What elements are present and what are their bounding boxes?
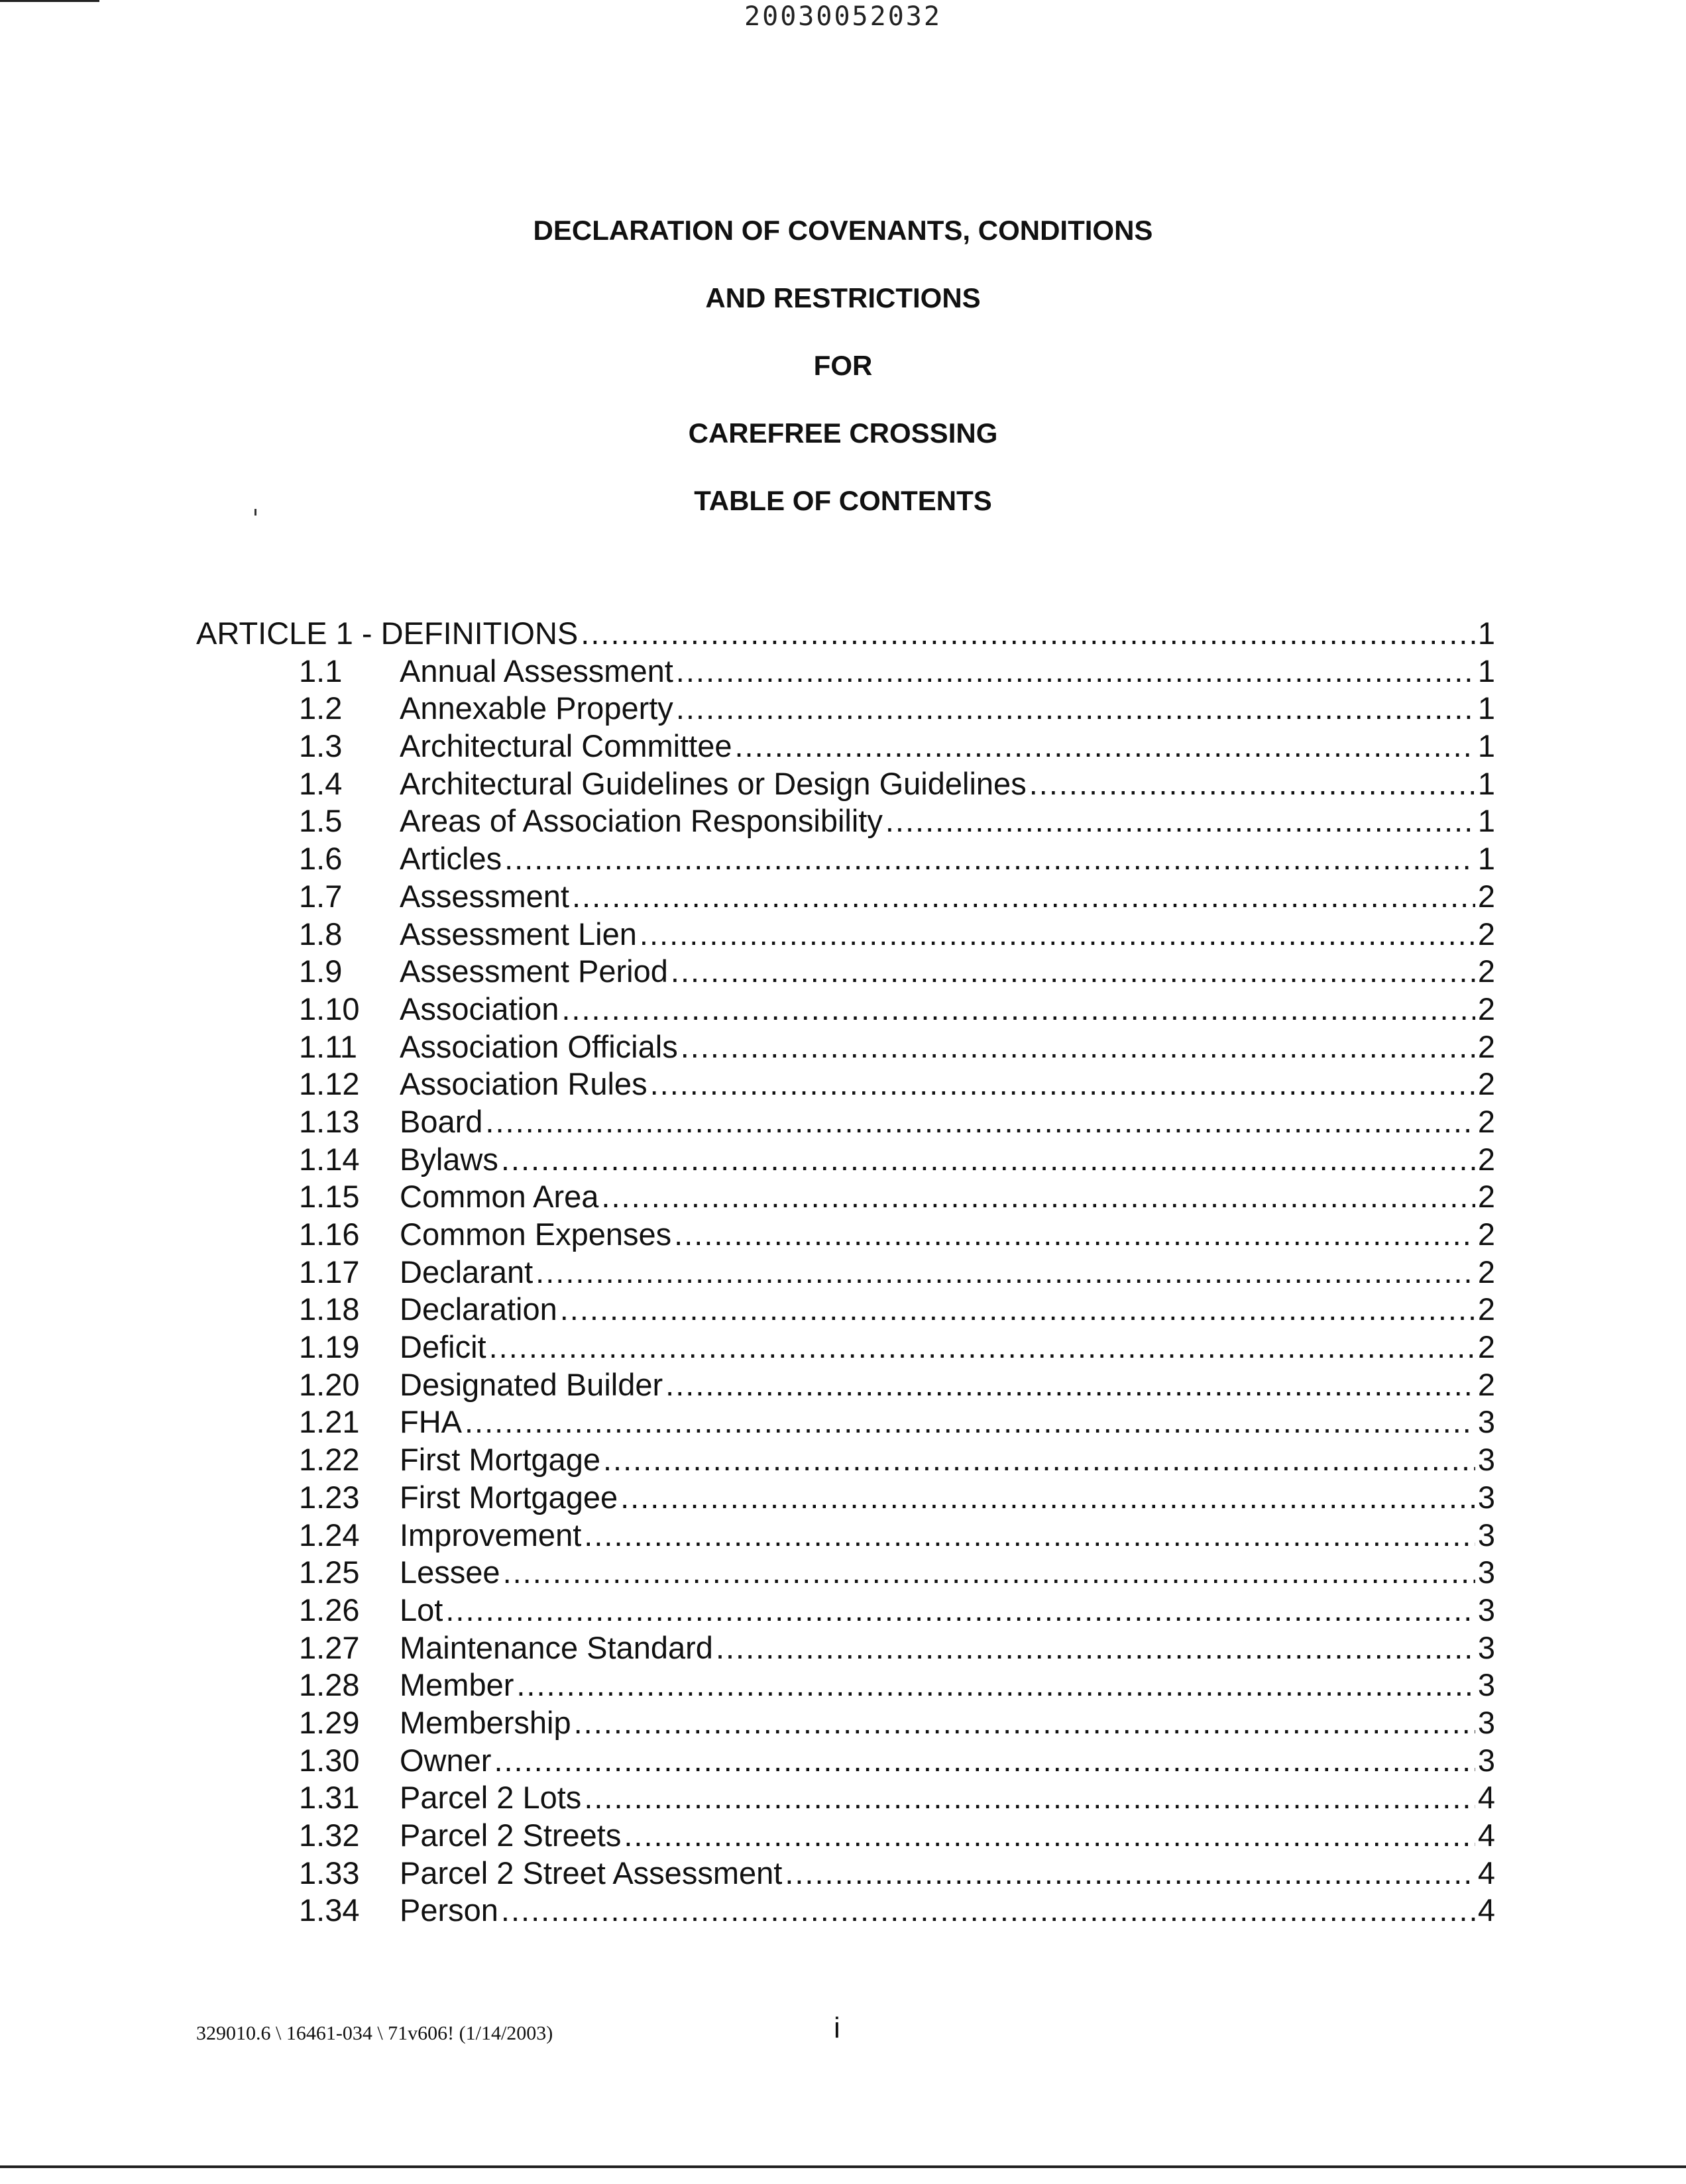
toc-page-number: 3: [1477, 1592, 1495, 1627]
toc-entry-row: [196, 1028, 1495, 1066]
toc-leader-dots: [671, 953, 1475, 991]
document-title: [0, 209, 1686, 547]
toc-entry-title: FHA: [400, 1404, 462, 1440]
toc-entry-row: [196, 1065, 1495, 1103]
toc-entry-title: Assessment: [400, 878, 569, 914]
toc-entry-row: [196, 653, 1495, 690]
toc-entry-title: Common Area: [400, 1179, 599, 1215]
toc-leader-dots: [885, 802, 1475, 840]
toc-entry-title: Membership: [400, 1704, 571, 1740]
toc-entry-title: Assessment Lien: [400, 916, 637, 952]
scan-bottom-edge: [0, 2165, 1686, 2168]
toc-entry-number: 1.5: [299, 803, 343, 839]
toc-page-number: 4: [1477, 1855, 1495, 1890]
toc-page-number: 1: [1477, 803, 1495, 839]
toc-entry-title: Association Officials: [400, 1028, 678, 1064]
toc-entry-title: Person: [400, 1892, 498, 1928]
toc-article-row: [196, 615, 1495, 653]
toc-page-number: 3: [1477, 1742, 1495, 1778]
toc-entry-row: [196, 1517, 1495, 1555]
toc-entry-row: [196, 840, 1495, 878]
toc-page-number: 3: [1477, 1629, 1495, 1665]
toc-leader-dots: [581, 615, 1475, 653]
toc-entry-number: 1.11: [299, 1028, 357, 1064]
toc-page-number: 3: [1477, 1442, 1495, 1478]
toc-leader-dots: [494, 1742, 1475, 1780]
toc-entry-title: Declaration: [400, 1291, 557, 1327]
toc-entry-row: [196, 1366, 1495, 1404]
toc-leader-dots: [572, 878, 1475, 916]
toc-leader-dots: [785, 1855, 1475, 1892]
toc-leader-dots: [501, 1141, 1475, 1179]
toc-entry-number: 1.29: [299, 1704, 360, 1740]
toc-leader-dots: [584, 1779, 1475, 1817]
toc-entry-number: 1.24: [299, 1517, 360, 1553]
toc-page-number: 2: [1477, 1329, 1495, 1365]
toc-entry-number: 1.2: [299, 690, 343, 726]
toc-page-number: 2: [1477, 1066, 1495, 1102]
toc-entry-title: Areas of Association Responsibility: [400, 803, 883, 839]
toc-entry-number: 1.6: [299, 841, 343, 877]
toc-page-number: 3: [1477, 1517, 1495, 1553]
toc-leader-dots: [504, 840, 1475, 878]
toc-entry-number: 1.32: [299, 1818, 360, 1853]
toc-entry-row: [196, 916, 1495, 954]
toc-entry-number: 1.33: [299, 1855, 360, 1890]
toc-heading: TABLE OF CONTENTS: [694, 485, 992, 516]
toc-page-number: 1: [1477, 690, 1495, 726]
toc-entry-number: 1.26: [299, 1592, 360, 1627]
toc-page-number: 2: [1477, 1217, 1495, 1252]
toc-entry-row: [196, 802, 1495, 840]
title-line-3: FOR: [813, 350, 873, 381]
toc-entry-number: 1.3: [299, 728, 343, 764]
toc-entry-row: [196, 1892, 1495, 1930]
toc-page-number: 2: [1477, 1254, 1495, 1289]
toc-entry-title: Designated Builder: [400, 1366, 663, 1402]
toc-entry-title: Assessment Period: [400, 954, 668, 989]
toc-entry-row: [196, 1742, 1495, 1780]
toc-entry-row: [196, 1554, 1495, 1592]
toc-entry-number: 1.25: [299, 1555, 360, 1590]
toc-leader-dots: [445, 1592, 1475, 1629]
toc-page-number: 2: [1477, 991, 1495, 1026]
toc-entry-number: 1.15: [299, 1179, 360, 1215]
toc-entry-row: [196, 1329, 1495, 1366]
toc-leader-dots: [561, 991, 1475, 1028]
toc-entry-row: [196, 1704, 1495, 1742]
toc-entry-number: 1.30: [299, 1742, 360, 1778]
toc-entry-row: [196, 1592, 1495, 1629]
toc-entry-row: [196, 1779, 1495, 1817]
toc-entry-title: Board: [400, 1103, 483, 1139]
toc-article-title: ARTICLE 1 - DEFINITIONS: [196, 616, 579, 651]
toc-leader-dots: [650, 1065, 1475, 1103]
toc-leader-dots: [603, 1441, 1475, 1479]
footer-page-number: i: [834, 2012, 840, 2044]
toc-entry-row: [196, 1291, 1495, 1329]
toc-page-number: 2: [1477, 878, 1495, 914]
toc-page-number: 2: [1477, 1179, 1495, 1215]
toc-leader-dots: [735, 728, 1475, 765]
toc-entry-title: Deficit: [400, 1329, 486, 1365]
toc-entry-title: Lessee: [400, 1555, 500, 1590]
toc-entry-title: Parcel 2 Street Assessment: [400, 1855, 783, 1890]
toc-entry-number: 1.12: [299, 1066, 360, 1102]
toc-page-number: 2: [1477, 1366, 1495, 1402]
toc-entry-number: 1.7: [299, 878, 343, 914]
toc-entry-row: [196, 1403, 1495, 1441]
toc-entry-number: 1.27: [299, 1629, 360, 1665]
toc-leader-dots: [535, 1254, 1475, 1291]
toc-entry-number: 1.23: [299, 1479, 360, 1515]
toc-entry-row: [196, 690, 1495, 728]
toc-page-number: 4: [1477, 1892, 1495, 1928]
toc-entry-number: 1.22: [299, 1442, 360, 1478]
toc-entry-row: [196, 1103, 1495, 1141]
toc-entry-number: 1.20: [299, 1366, 360, 1402]
toc-leader-dots: [601, 1178, 1475, 1216]
toc-entry-number: 1.10: [299, 991, 360, 1026]
toc-leader-dots: [624, 1817, 1475, 1855]
toc-entry-row: [196, 765, 1495, 803]
toc-page-number: 1: [1477, 765, 1495, 801]
toc-entry-title: Member: [400, 1667, 514, 1703]
toc-entry-title: Bylaws: [400, 1141, 498, 1177]
toc-entry-row: [196, 1141, 1495, 1179]
toc-leader-dots: [620, 1479, 1475, 1517]
toc-entry-number: 1.16: [299, 1217, 360, 1252]
toc-leader-dots: [665, 1366, 1475, 1404]
toc-leader-dots: [489, 1329, 1475, 1366]
toc-entry-title: Articles: [400, 841, 502, 877]
toc-page-number: 2: [1477, 1028, 1495, 1064]
toc-page-number: 3: [1477, 1704, 1495, 1740]
toc-entry-number: 1.4: [299, 765, 343, 801]
toc-leader-dots: [465, 1403, 1475, 1441]
toc-page-number: 1: [1477, 616, 1495, 651]
toc-entry-list: [196, 653, 1495, 1930]
toc-entry-row: [196, 878, 1495, 916]
toc-page-number: 2: [1477, 1103, 1495, 1139]
toc-page-number: 3: [1477, 1479, 1495, 1515]
toc-entry-title: Association Rules: [400, 1066, 647, 1102]
toc-leader-dots: [640, 916, 1475, 954]
toc-entry-number: 1.9: [299, 954, 343, 989]
toc-leader-dots: [716, 1629, 1475, 1667]
footer-document-id: 329010.6 \ 16461-034 \ 71v606! (1/14/2003): [196, 2022, 553, 2044]
toc-leader-dots: [574, 1704, 1475, 1742]
toc-entry-number: 1.13: [299, 1103, 360, 1139]
toc-entry-number: 1.34: [299, 1892, 360, 1928]
toc-leader-dots: [681, 1028, 1475, 1066]
toc-entry-row: [196, 1666, 1495, 1704]
title-line-4: CAREFREE CROSSING: [688, 417, 998, 449]
toc-entry-title: Owner: [400, 1742, 492, 1778]
toc-leader-dots: [676, 653, 1475, 690]
toc-entry-number: 1.18: [299, 1291, 360, 1327]
toc-entry-row: [196, 728, 1495, 765]
toc-entry-number: 1.19: [299, 1329, 360, 1365]
toc-leader-dots: [584, 1517, 1475, 1555]
toc-page-number: 2: [1477, 1141, 1495, 1177]
toc-entry-title: First Mortgagee: [400, 1479, 618, 1515]
toc-entry-title: Annual Assessment: [400, 653, 673, 688]
scan-speck: [254, 509, 256, 516]
toc-entry-number: 1.17: [299, 1254, 360, 1289]
toc-page-number: 1: [1477, 841, 1495, 877]
toc-entry-number: 1.14: [299, 1141, 360, 1177]
toc-leader-dots: [674, 1216, 1475, 1254]
toc-page-number: 1: [1477, 728, 1495, 764]
toc-entry-number: 1.1: [299, 653, 343, 688]
toc-page-number: 2: [1477, 954, 1495, 989]
toc-entry-number: 1.8: [299, 916, 343, 952]
toc-entry-row: [196, 1817, 1495, 1855]
toc-entry-row: [196, 1178, 1495, 1216]
toc-entry-title: Parcel 2 Lots: [400, 1780, 582, 1816]
toc-leader-dots: [560, 1291, 1475, 1329]
toc-entry-number: 1.28: [299, 1667, 360, 1703]
toc-page-number: 1: [1477, 653, 1495, 688]
recording-number: 20030052032: [744, 1, 942, 32]
toc-leader-dots: [501, 1892, 1475, 1930]
toc-page-number: 2: [1477, 916, 1495, 952]
toc-entry-title: Improvement: [400, 1517, 582, 1553]
toc-page-number: 3: [1477, 1555, 1495, 1590]
toc-page-number: 4: [1477, 1780, 1495, 1816]
toc-leader-dots: [485, 1103, 1475, 1141]
toc-leader-dots: [503, 1554, 1475, 1592]
toc-entry-title: Association: [400, 991, 559, 1026]
toc-entry-row: [196, 1629, 1495, 1667]
toc-page-number: 4: [1477, 1818, 1495, 1853]
toc-entry-title: Architectural Committee: [400, 728, 732, 764]
toc-leader-dots: [1029, 765, 1475, 803]
toc-entry-row: [196, 953, 1495, 991]
toc-entry-title: Declarant: [400, 1254, 534, 1289]
toc-entry-row: [196, 1855, 1495, 1892]
table-of-contents: [196, 615, 1495, 1930]
toc-entry-title: Common Expenses: [400, 1217, 672, 1252]
title-line-2: AND RESTRICTIONS: [705, 282, 981, 313]
toc-leader-dots: [676, 690, 1475, 728]
toc-entry-title: First Mortgage: [400, 1442, 600, 1478]
toc-entry-row: [196, 1479, 1495, 1517]
toc-entry-row: [196, 1216, 1495, 1254]
toc-entry-row: [196, 1441, 1495, 1479]
toc-entry-title: Annexable Property: [400, 690, 673, 726]
toc-page-number: 2: [1477, 1291, 1495, 1327]
toc-entry-number: 1.21: [299, 1404, 360, 1440]
toc-page-number: 3: [1477, 1667, 1495, 1703]
title-line-1: DECLARATION OF COVENANTS, CONDITIONS: [533, 215, 1153, 246]
toc-leader-dots: [516, 1666, 1475, 1704]
toc-entry-title: Architectural Guidelines or Design Guidelines: [400, 765, 1027, 801]
toc-entry-title: Lot: [400, 1592, 443, 1627]
toc-page-number: 3: [1477, 1404, 1495, 1440]
toc-entry-number: 1.31: [299, 1780, 360, 1816]
toc-entry-title: Maintenance Standard: [400, 1629, 713, 1665]
toc-entry-row: [196, 991, 1495, 1028]
toc-entry-row: [196, 1254, 1495, 1291]
toc-entry-title: Parcel 2 Streets: [400, 1818, 622, 1853]
